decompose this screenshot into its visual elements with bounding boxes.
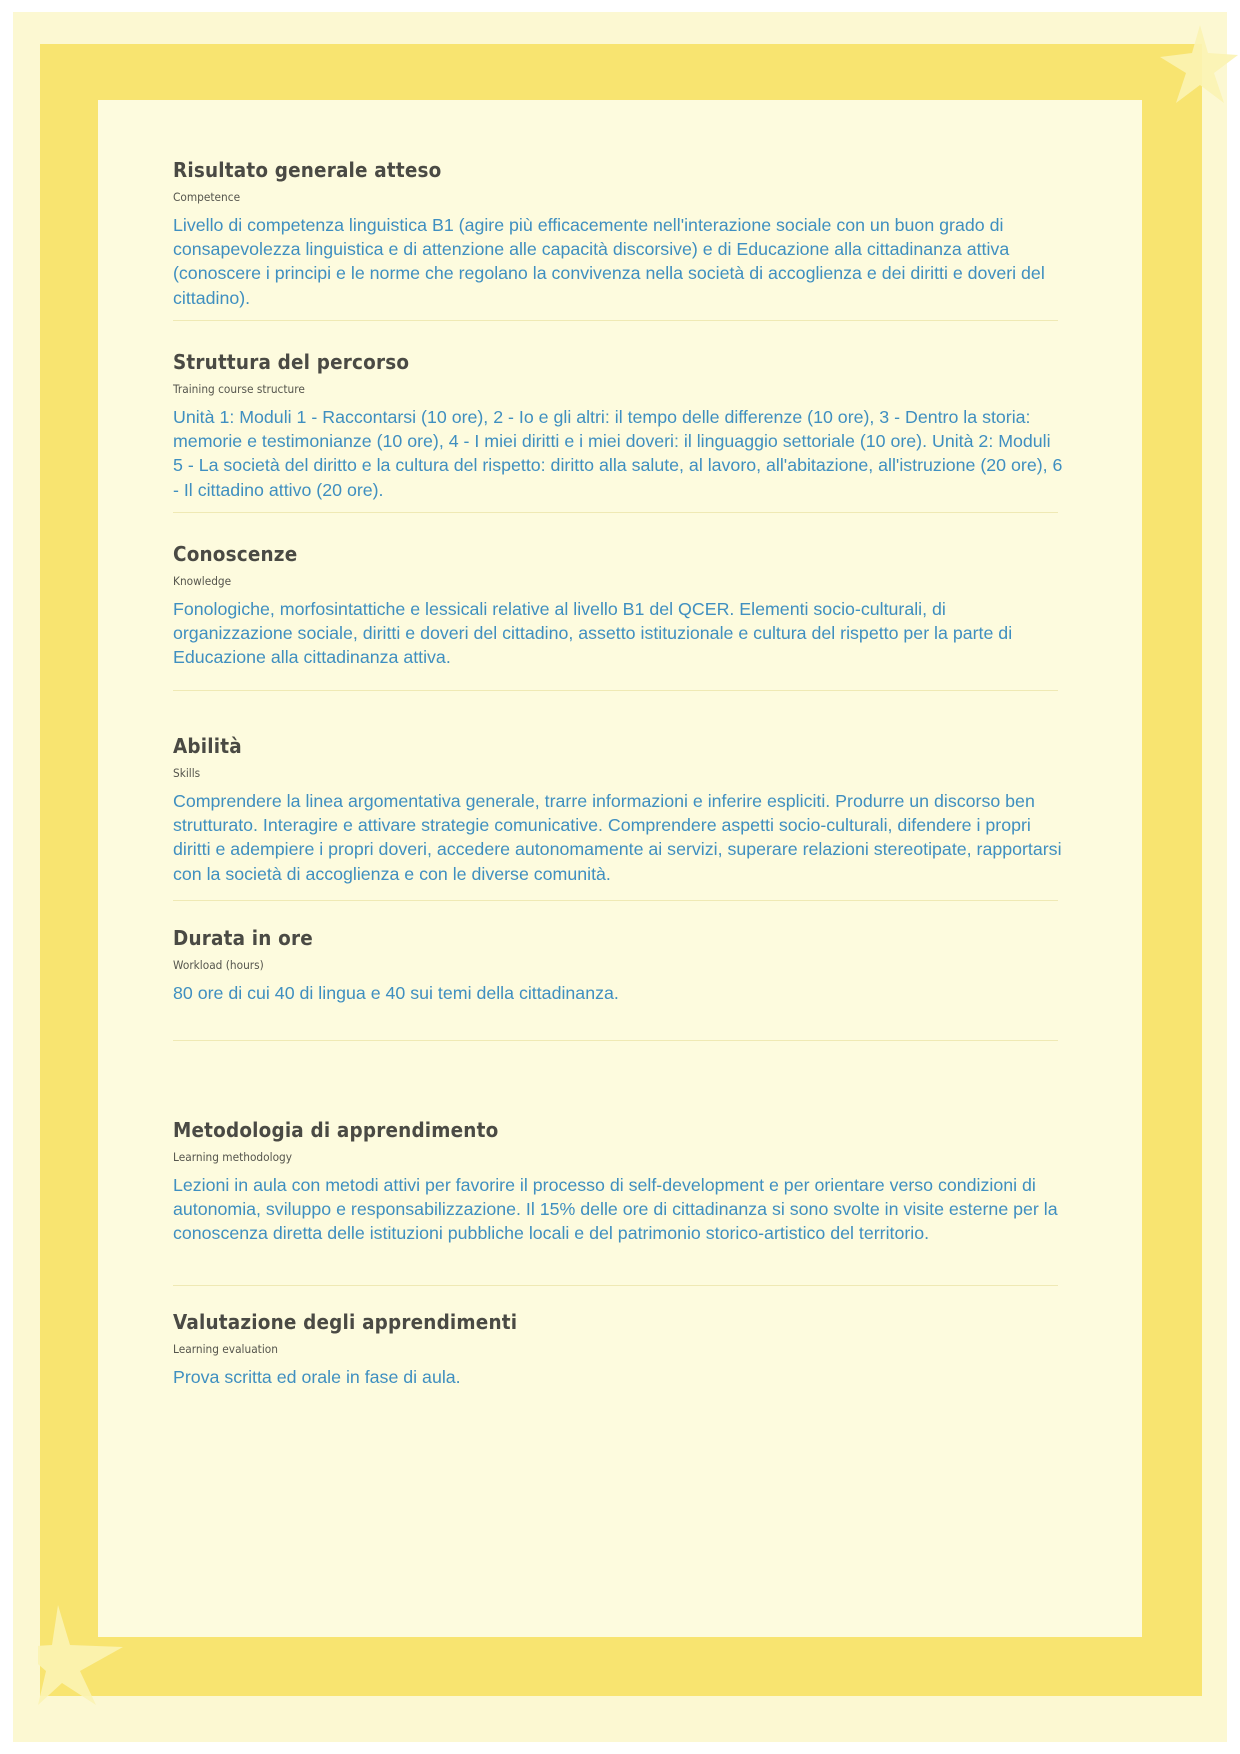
section-workload <box>173 924 1063 1005</box>
section-subtitle: Skills <box>173 766 201 780</box>
section-subtitle: Workload (hours) <box>173 958 264 972</box>
section-body: 80 ore di cui 40 di lingua e 40 sui temi della cittadinanza. <box>173 983 619 1003</box>
section-body: Unità 1: Moduli 1 - Raccontarsi (10 ore), 2 - Io e gli altri: il tempo delle differenze (10 ore), 3 - Dentro la storia: memorie e testimonianze (10 ore), 4 - I miei diritti e i miei doveri: il linguaggio settoriale (10 ore). Unità 2: Moduli 5 - La società del diritto e la cultura del rispetto: diritto alla salute, al lavoro, all'abitazione, all'istruzione (20 ore), 6 - Il cittadino attivo (20 ore). <box>173 407 1063 500</box>
divider <box>173 1040 1058 1041</box>
section-evaluation <box>173 1308 1063 1389</box>
section-knowledge <box>173 540 1063 670</box>
section-subtitle: Training course structure <box>173 382 305 396</box>
section-body: Comprendere la linea argomentativa generale, trarre informazioni e inferire espliciti. Produrre un discorso ben strutturato. Interagire e attivare strategie comunicative. Comprendere aspetti socio-culturali, difendere i propri diritti e adempiere i propri doveri, accedere autonomamente ai servizi, superare relazioni stereotipate, rapportarsi con la società di accoglienza e con le diverse comunità. <box>173 791 1062 884</box>
divider <box>173 320 1058 321</box>
divider <box>173 512 1058 513</box>
section-course-structure <box>173 348 1063 502</box>
section-title: Risultato generale atteso <box>173 158 442 182</box>
section-subtitle: Learning evaluation <box>173 1342 278 1356</box>
divider <box>173 1285 1058 1286</box>
section-subtitle: Learning methodology <box>173 1150 293 1164</box>
section-methodology <box>173 1116 1063 1246</box>
section-skills <box>173 732 1063 886</box>
section-title: Abilità <box>173 734 242 758</box>
divider <box>173 690 1058 691</box>
section-body: Prova scritta ed orale in fase di aula. <box>173 1367 461 1387</box>
section-title: Struttura del percorso <box>173 350 410 374</box>
section-title: Valutazione degli apprendimenti <box>173 1310 518 1334</box>
section-body: Livello di competenza linguistica B1 (agire più efficacemente nell'interazione sociale con un buon grado di consapevolezza linguistica e di attenzione alle capacità discorsive) e di Educazione alla cittadinanza attiva (conoscere i principi e le norme che regolano la convivenza nella società di accoglienza e dei diritti e doveri del cittadino). <box>173 215 1045 308</box>
section-title: Durata in ore <box>173 926 313 950</box>
divider <box>173 900 1058 901</box>
section-competence <box>173 156 1063 310</box>
section-title: Metodologia di apprendimento <box>173 1118 499 1142</box>
section-subtitle: Knowledge <box>173 574 232 588</box>
section-body: Fonologiche, morfosintattiche e lessicali relative al livello B1 del QCER. Elementi socio-culturali, di organizzazione sociale, diritti e doveri del cittadino, assetto istituzionale e cultura del rispetto per la parte di Educazione alla cittadinanza attiva. <box>173 599 1013 668</box>
section-body: Lezioni in aula con metodi attivi per favorire il processo di self-development e per orientare verso condizioni di autonomia, sviluppo e responsabilizzazione. Il 15% delle ore di cittadinanza si sono svolte in visite esterne per la conoscenza diretta delle istituzioni pubbliche locali e del patrimonio storico-artistico del territorio. <box>173 1175 1058 1244</box>
section-title: Conoscenze <box>173 542 298 566</box>
section-subtitle: Competence <box>173 190 241 204</box>
